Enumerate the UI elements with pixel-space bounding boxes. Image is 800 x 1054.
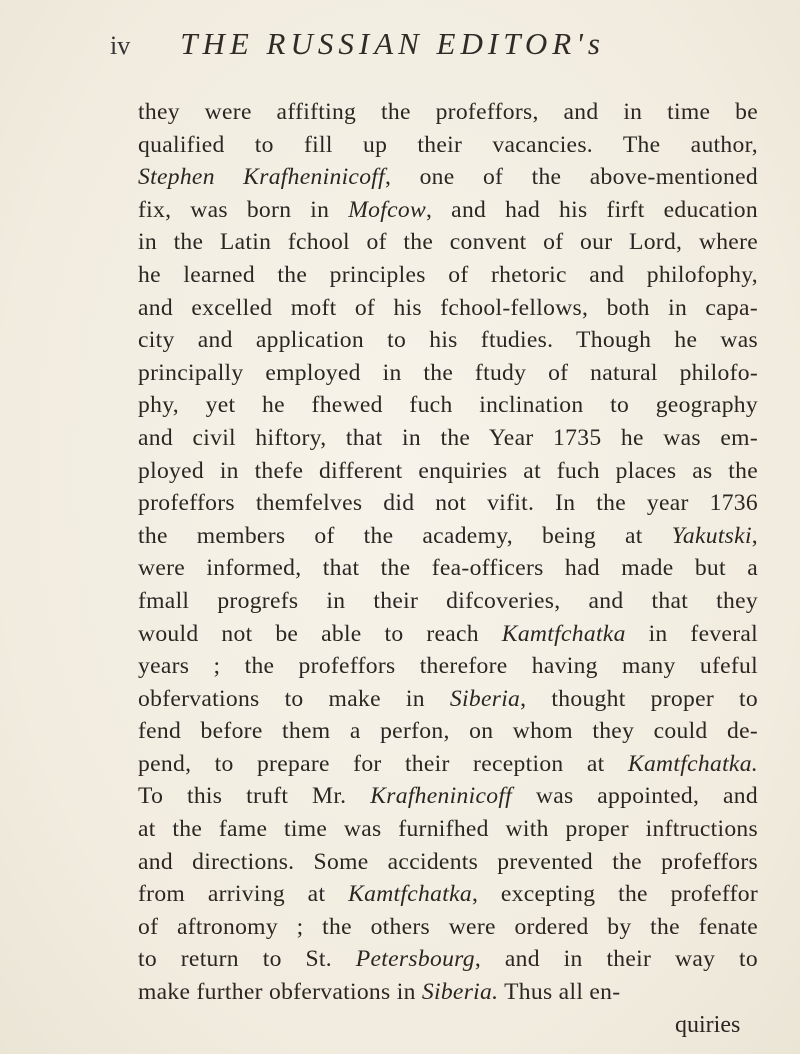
- text-segment: at the fame time was furnifhed with proper inftructions: [138, 816, 758, 843]
- text-segment: years ; the profeffors therefore having many ufeful: [138, 653, 758, 680]
- text-segment: , and had his firft education: [426, 196, 759, 223]
- text-segment: would not be able to reach: [138, 620, 502, 647]
- text-segment: and civil hiftory, that in the Year 1735 he was em-: [138, 424, 758, 451]
- text-line: [138, 715, 758, 748]
- italic-text: Siberia: [449, 685, 521, 712]
- text-line: [138, 389, 758, 422]
- text-line: [138, 487, 758, 520]
- text-line: [138, 813, 758, 846]
- text-line: [138, 846, 758, 879]
- text-segment: qualified to fill up their vacancies. The author,: [138, 131, 758, 158]
- italic-text: Kamtfchatka: [501, 620, 626, 647]
- text-line: [138, 259, 758, 292]
- text-line: [138, 650, 758, 683]
- text-segment: they were affifting the profeffors, and in time be: [138, 99, 758, 125]
- text-segment: were informed, that the fea-officers had made but a: [138, 555, 758, 582]
- italic-text: Siberia.: [421, 979, 499, 1006]
- text-line: [138, 976, 758, 1009]
- text-segment: and excelled moft of his fchool-fellows, both in capa-: [138, 294, 758, 321]
- text-segment: phy, yet he fhewed fuch inclination to geography: [138, 392, 758, 419]
- text-segment: in feveral: [625, 620, 758, 647]
- text-segment: from arriving at: [138, 881, 349, 908]
- text-segment: in the Latin fchool of the convent of our Lord, where: [138, 229, 758, 256]
- text-line: [138, 552, 758, 585]
- text-line: [138, 194, 758, 227]
- text-segment: , excepting the profeffor: [471, 881, 759, 908]
- text-segment: principally employed in the ftudy of natural philofo-: [138, 359, 758, 386]
- text-line: [138, 161, 758, 194]
- text-segment: ,: [751, 522, 758, 549]
- text-segment: fend before them a perfon, on whom they could de-: [138, 718, 758, 745]
- italic-text: Petersbourg: [355, 946, 475, 973]
- text-line: [138, 943, 758, 976]
- text-segment: was appointed, and: [512, 783, 758, 810]
- text-line: [138, 878, 758, 911]
- italic-text: Krafheninicoff: [370, 783, 513, 810]
- text-segment: , thought proper to: [520, 685, 758, 712]
- text-segment: of aftronomy ; the others were ordered by the fenate: [138, 913, 758, 940]
- text-segment: fmall progrefs in their difcoveries, and that they: [138, 587, 758, 614]
- text-line: [138, 618, 758, 651]
- body-text: [138, 96, 758, 1009]
- text-segment: the members of the academy, being at: [138, 522, 672, 549]
- text-segment: and directions. Some accidents prevented the profeffors: [138, 848, 758, 875]
- italic-text: Mofcow: [348, 196, 426, 223]
- text-line: [138, 780, 758, 813]
- text-segment: fix, was born in: [138, 196, 349, 223]
- italic-text: Yakutski: [671, 522, 752, 549]
- text-segment: city and application to his ftudies. Though he was: [138, 327, 758, 354]
- text-line: [138, 357, 758, 390]
- text-line: [138, 96, 758, 129]
- page-number: iv: [110, 31, 131, 60]
- text-segment: he learned the principles of rhetoric and philofophy,: [138, 261, 758, 288]
- text-segment: profeffors themfelves did not vifit. In the year 1736: [138, 490, 758, 517]
- text-line: [138, 455, 758, 488]
- text-segment: pend, to prepare for their reception at: [138, 750, 628, 777]
- text-line: [138, 683, 758, 716]
- text-segment: , and in their way to: [474, 946, 758, 973]
- text-line: [138, 585, 758, 618]
- text-line: [138, 226, 758, 259]
- text-segment: make further obfervations in: [138, 979, 422, 1006]
- italic-text: Kamtfchatka: [348, 881, 472, 908]
- text-segment: , one of the above-mentioned: [385, 164, 758, 191]
- running-head: THE RUSSIAN EDITOR's: [180, 26, 605, 61]
- text-line: [138, 520, 758, 553]
- italic-text: Stephen Krafheninicoff: [138, 164, 385, 191]
- text-segment: Thus all en-: [498, 979, 621, 1006]
- text-segment: To this truft Mr.: [138, 783, 371, 810]
- text-segment: ployed in thefe different enquiries at fuch places as the: [138, 457, 758, 484]
- text-segment: obfervations to make in: [138, 685, 450, 712]
- text-line: [138, 129, 758, 162]
- text-line: [138, 324, 758, 357]
- text-line: [138, 748, 758, 781]
- catchword: quiries: [675, 1012, 741, 1038]
- text-line: [138, 292, 758, 325]
- text-segment: to return to St.: [138, 946, 356, 973]
- text-line: [138, 422, 758, 455]
- text-line: [138, 911, 758, 944]
- page-header: [110, 26, 760, 66]
- italic-text: Kamtfchatka.: [627, 750, 758, 777]
